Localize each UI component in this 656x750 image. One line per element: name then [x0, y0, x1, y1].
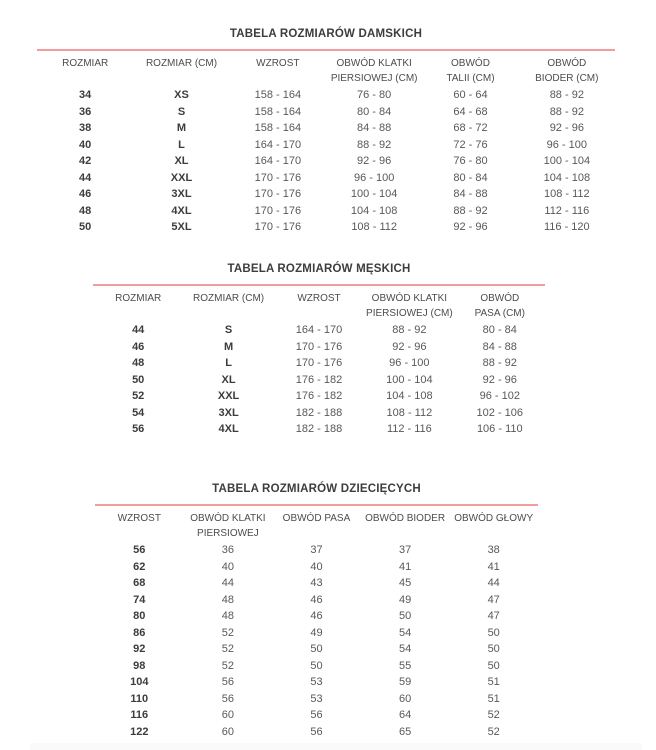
size-cell: 50 [487, 659, 500, 672]
size-cell: 53 [310, 676, 323, 688]
table-row [95, 724, 538, 741]
size-cell: 37 [310, 544, 323, 556]
size-cell: 92 - 96 [392, 340, 427, 353]
size-cell: 60 [398, 692, 412, 705]
size-cell: 52 [487, 725, 500, 738]
table-row [93, 405, 545, 422]
size-cell: 182 - 188 [295, 406, 343, 419]
column-header: WZROST [117, 513, 161, 524]
size-cell: 76 - 80 [453, 155, 488, 167]
size-cell: 86 [133, 626, 146, 639]
size-cell: 65 [398, 725, 412, 738]
size-cell: 48 [79, 204, 92, 217]
size-cell: 48 [221, 593, 235, 606]
size-cell: 55 [398, 659, 412, 672]
size-cell: 92 - 96 [482, 373, 517, 386]
size-cell: XXL [170, 171, 193, 184]
size-cell: 40 [79, 138, 92, 151]
size-cell: 170 - 176 [254, 204, 302, 217]
size-cell: 52 [132, 390, 145, 402]
column-header: OBWÓD KLATKI PIERSIOWEJ [190, 513, 266, 539]
size-cell: 80 - 84 [357, 105, 392, 118]
size-cell: 72 - 76 [453, 138, 488, 151]
table-row [93, 339, 545, 356]
table-row [37, 137, 615, 154]
size-cell: 100 - 104 [386, 373, 433, 386]
women-size-table [37, 54, 615, 236]
size-cell: 50 [79, 221, 92, 233]
size-cell: 88 - 92 [482, 357, 517, 369]
size-cell: 4XL [171, 204, 192, 217]
table-row [93, 388, 545, 405]
size-cell: 45 [398, 577, 412, 589]
size-cell: 88 - 92 [549, 89, 584, 101]
size-cell: 170 - 176 [254, 221, 302, 233]
table-row [95, 608, 538, 625]
column-header: OBWÓD GŁOWY [454, 513, 534, 524]
size-cell: 47 [487, 593, 500, 606]
size-cell: 50 [310, 643, 323, 655]
size-cell: 46 [310, 610, 323, 622]
children-table-title: TABELA ROZMIARÓW DZIECIĘCYCH [212, 483, 421, 495]
header-row [37, 54, 615, 87]
size-cell: 54 [398, 626, 412, 639]
size-cell: 44 [487, 577, 500, 589]
women-size-table-section [37, 27, 615, 236]
size-cell: 104 - 108 [386, 390, 433, 402]
size-cell: 44 [79, 171, 92, 184]
table-row [37, 104, 615, 121]
size-cell: 54 [398, 643, 412, 655]
column-header: OBWÓD PASA [282, 513, 351, 524]
size-cell: 108 - 112 [351, 221, 397, 233]
size-cell: 102 - 106 [476, 406, 524, 419]
size-cell: 110 [130, 692, 149, 705]
size-cell: S [177, 105, 186, 118]
size-cell: 182 - 188 [295, 423, 343, 435]
size-cell: 52 [487, 709, 500, 721]
size-cell: 36 [221, 544, 235, 556]
size-cell: 56 [310, 709, 323, 721]
size-cell: 56 [310, 725, 323, 738]
size-cell: 164 - 170 [254, 138, 302, 151]
size-cell: 5XL [171, 221, 192, 233]
size-cell: 37 [398, 544, 412, 556]
size-cell: 176 - 182 [295, 373, 343, 386]
size-cell: XS [174, 89, 189, 101]
size-cell: 96 - 100 [353, 171, 395, 184]
table-row [95, 559, 538, 576]
column-header: ROZMIAR (CM) [145, 58, 218, 69]
table-row [95, 674, 538, 691]
footer-strip [30, 743, 642, 750]
size-cell: 40 [221, 560, 235, 573]
size-cell: XL [221, 373, 236, 386]
size-cell: 92 [133, 643, 146, 655]
size-cell: 92 - 96 [357, 155, 392, 167]
table-row [93, 372, 545, 389]
women-table-title: TABELA ROZMIARÓW DAMSKICH [229, 28, 423, 40]
table-row [95, 625, 538, 642]
column-header: OBWÓD KLATKI PIERSIOWEJ (CM) [366, 293, 453, 319]
size-cell: 158 - 164 [254, 122, 302, 134]
size-cell: 3XL [171, 188, 192, 200]
size-cell: 4XL [218, 423, 239, 435]
size-cell: 51 [487, 692, 500, 705]
men-size-table-section [93, 262, 545, 438]
size-cell: 176 - 182 [295, 390, 343, 402]
size-cell: 104 - 108 [543, 171, 591, 184]
size-cell: XL [174, 155, 189, 167]
column-header: OBWÓD BIODER [365, 513, 446, 524]
size-cell: 47 [487, 610, 500, 622]
size-cell: 88 - 92 [357, 138, 392, 151]
size-cell: 52 [221, 659, 235, 672]
column-header: ROZMIAR (CM) [193, 293, 265, 304]
table-row [37, 203, 615, 220]
size-cell: M [176, 122, 187, 134]
size-cell: 76 - 80 [357, 89, 392, 101]
size-cell: 164 - 170 [254, 155, 302, 167]
header-row [93, 289, 545, 322]
size-cell: 116 - 120 [543, 221, 590, 233]
size-cell: 41 [487, 560, 500, 573]
size-cell: 49 [310, 626, 323, 639]
size-cell: 170 - 176 [295, 357, 343, 369]
size-cell: M [224, 340, 234, 353]
table-row [95, 542, 538, 559]
size-cell: 170 - 176 [254, 171, 302, 184]
size-cell: 34 [79, 89, 92, 101]
size-cell: 50 [487, 643, 500, 655]
size-cell: 74 [133, 593, 146, 606]
size-cell: 40 [310, 560, 323, 573]
size-cell: 64 - 68 [453, 105, 488, 118]
header-row [95, 509, 538, 542]
column-header: ROZMIAR [115, 293, 162, 304]
size-cell: 84 - 88 [482, 340, 517, 353]
size-cell: 80 - 84 [453, 171, 488, 184]
size-cell: 92 - 96 [453, 221, 488, 233]
size-cell: 46 [310, 593, 323, 606]
size-cell: 170 - 176 [254, 188, 302, 200]
size-cell: 56 [132, 423, 145, 435]
size-cell: 3XL [218, 406, 239, 419]
table-row [93, 322, 545, 339]
size-cell: 38 [487, 544, 500, 556]
column-header: WZROST [297, 293, 341, 304]
size-cell: 56 [221, 692, 235, 705]
size-cell: 38 [79, 122, 92, 134]
size-cell: 106 - 110 [476, 423, 523, 435]
size-cell: 122 [130, 725, 149, 738]
size-cell: S [224, 324, 233, 336]
table-row [95, 691, 538, 708]
size-cell: 68 - 72 [453, 122, 488, 134]
column-header: ROZMIAR [62, 58, 109, 69]
column-header: WZROST [256, 58, 300, 69]
size-cell: 96 - 100 [546, 138, 587, 151]
column-header: OBWÓD PASA (CM) [474, 293, 525, 319]
size-cell: 62 [133, 560, 146, 573]
size-cell: L [225, 357, 232, 369]
size-cell: 46 [79, 188, 92, 200]
accent-divider-line [95, 504, 538, 506]
table-row [37, 120, 615, 137]
size-cell: 53 [310, 692, 323, 705]
size-cell: 51 [487, 676, 500, 688]
size-cell: 112 - 116 [544, 204, 590, 217]
table-row [37, 87, 615, 104]
size-cell: 158 - 164 [254, 89, 302, 101]
size-cell: 84 - 88 [453, 188, 488, 200]
table-row [93, 355, 545, 372]
size-cell: 96 - 100 [389, 357, 430, 369]
size-cell: 98 [133, 659, 146, 672]
size-cell: 42 [79, 155, 92, 167]
size-cell: 48 [132, 357, 145, 369]
size-cell: 104 [130, 676, 149, 688]
table-row [37, 219, 615, 236]
size-cell: 48 [221, 610, 235, 622]
size-cell: 60 - 64 [453, 89, 488, 101]
size-cell: L [178, 138, 185, 151]
size-cell: 88 - 92 [453, 204, 488, 217]
size-cell: 50 [132, 373, 145, 386]
size-cell: 64 [398, 709, 412, 721]
size-cell: 164 - 170 [295, 324, 343, 336]
size-cell: 68 [133, 577, 146, 589]
size-cell: 112 - 116 [386, 423, 432, 435]
children-size-table [95, 509, 538, 740]
table-row [37, 153, 615, 170]
size-cell: 50 [398, 610, 412, 622]
column-header: OBWÓD BIODER (CM) [535, 58, 599, 84]
size-cell: 50 [487, 626, 500, 639]
column-header: OBWÓD KLATKI PIERSIOWEJ (CM) [330, 58, 418, 84]
size-cell: 92 - 96 [549, 122, 584, 134]
table-row [95, 575, 538, 592]
men-size-table [93, 289, 545, 438]
size-cell: 116 [130, 709, 149, 721]
size-cell: 49 [398, 593, 412, 606]
size-cell: 46 [132, 340, 145, 353]
size-cell: XXL [217, 390, 240, 402]
size-cell: 41 [398, 560, 412, 573]
table-row [95, 658, 538, 675]
size-cell: 84 - 88 [357, 122, 392, 134]
column-header: OBWÓD TALII (CM) [446, 58, 495, 84]
table-row [95, 592, 538, 609]
size-cell: 36 [79, 105, 92, 118]
size-cell: 108 - 112 [386, 406, 433, 419]
size-cell: 59 [398, 676, 412, 688]
size-cell: 80 - 84 [482, 324, 517, 336]
size-cell: 88 - 92 [549, 105, 584, 118]
size-cell: 170 - 176 [295, 340, 343, 353]
size-cell: 60 [221, 709, 235, 721]
children-size-table-section [95, 482, 538, 740]
size-cell: 108 - 112 [543, 188, 590, 200]
accent-divider-line [93, 284, 545, 286]
size-cell: 44 [221, 577, 235, 589]
accent-divider-line [37, 49, 615, 51]
size-cell: 88 - 92 [392, 324, 427, 336]
table-row [93, 421, 545, 438]
table-row [37, 186, 615, 203]
table-row [37, 170, 615, 187]
table-row [95, 707, 538, 724]
size-cell: 100 - 104 [543, 155, 591, 167]
size-cell: 104 - 108 [350, 204, 398, 217]
size-cell: 158 - 164 [254, 105, 302, 118]
size-cell: 80 [133, 610, 146, 622]
size-cell: 60 [221, 725, 235, 738]
size-cell: 96 - 102 [479, 390, 520, 402]
size-cell: 56 [221, 676, 235, 688]
size-cell: 56 [133, 544, 146, 556]
size-cell: 52 [221, 626, 235, 639]
size-cell: 50 [310, 659, 323, 672]
size-cell: 52 [221, 643, 235, 655]
men-table-title: TABELA ROZMIARÓW MĘSKICH [227, 263, 411, 275]
size-cell: 54 [132, 406, 145, 419]
size-cell: 43 [310, 577, 323, 589]
size-cell: 44 [132, 324, 145, 336]
table-row [95, 641, 538, 658]
size-cell: 100 - 104 [350, 188, 398, 200]
